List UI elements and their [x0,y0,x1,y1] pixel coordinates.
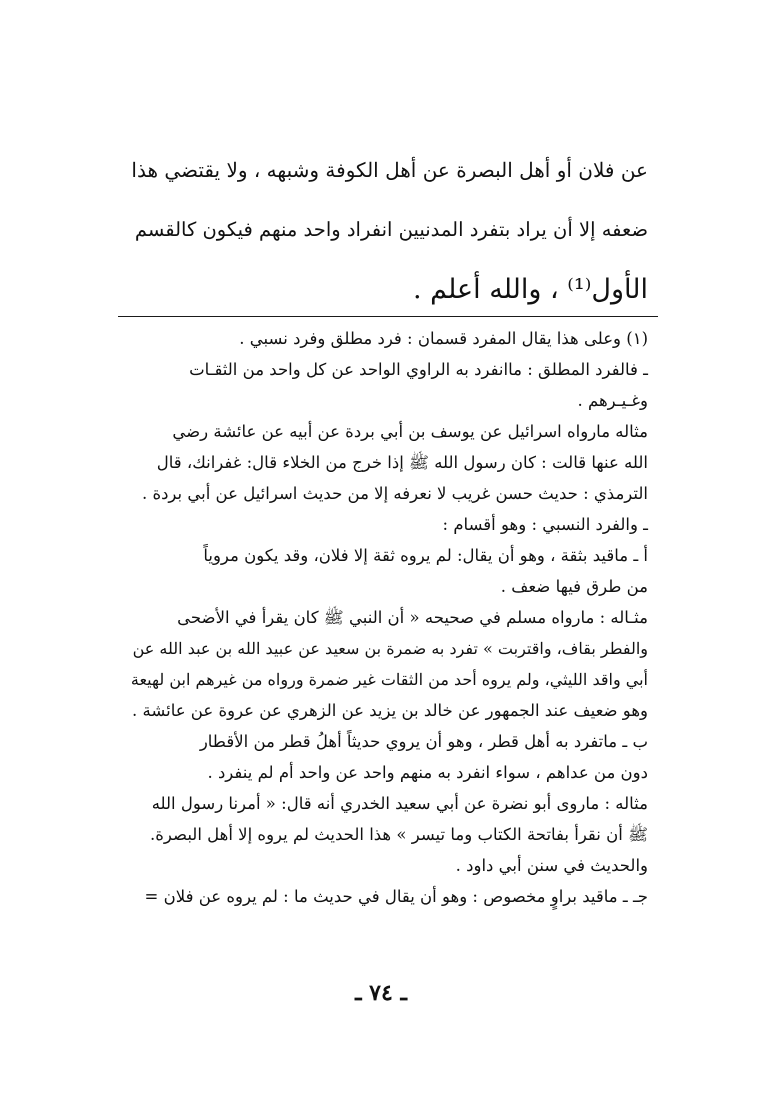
footnote-line: وغـيـرهم . [577,391,648,410]
footnote-line: (١) وعلى هذا يقال المفرد قسمان : فرد مطلق وفرد نسبي . [239,329,648,348]
footnote-line: ﷺ أن نقرأ بفاتحة الكتاب وما تيسر » هذا الحديث لم يروه إلا أهل البصرة. [150,825,648,844]
footnote-line: أبي واقد الليثي، ولم يروه أحد من الثقات غير ضمرة ورواه من غيرهم ابن لهيعة [130,670,648,689]
footnote-line: من طرق فيها ضعف . [500,577,648,596]
main-text-block [128,140,648,320]
main-text-line: ضعفه إلا أن يراد بتفرد المدنيين انفراد واحد منهم فيكون كالقسم [134,218,648,241]
main-text-line: عن فلان أو أهل البصرة عن أهل الكوفة وشبهه ، ولا يقتضي هذا [131,158,648,182]
footnote-line: والفطر بقاف، واقتربت » تفرد به ضمرة بن سعيد عن عبيد الله بن عبد الله عن [132,639,648,658]
footnote-line: أ ـ ماقيد بثقة ، وهو أن يقال: لم يروه ثقة إلا فلان، وقد يكون مروياً [203,546,648,565]
footnote-line: ـ والفرد النسبي : وهو أقسام : [442,515,648,534]
footnote-divider [118,316,658,317]
footnote-line: الترمذي : حديث حسن غريب لا نعرفه إلا من حديث اسرائيل عن أبي بردة . [141,484,648,503]
footnotes-block [128,323,648,912]
footnote-line: دون من عداهم ، سواء انفرد به منهم واحد عن واحد أم لم ينفرد . [207,763,648,782]
main-text-line: الأول⁽¹⁾ ، والله أعلم . [412,274,648,305]
footnote-line: الله عنها قالت : كان رسول الله ﷺ إذا خرج من الخلاء قال: غفرانك، قال [156,453,648,472]
footnote-line: ب ـ ماتفرد به أهل قطر ، وهو أن يروي حديثاً أهلُ قطر من الأقطار [199,732,648,751]
footnote-line: جـ ـ ماقيد براوٍ مخصوص : وهو أن يقال في حديث ما : لم يروه عن فلان = [144,887,648,906]
footnote-line: ـ فالفرد المطلق : ماانفرد به الراوي الواحد عن كل واحد من الثقـات [189,360,648,379]
footnote-line: مثـاله : مارواه مسلم في صحيحه « أن النبي ﷺ كان يقرأ في الأضحى [177,608,648,627]
page-number: ـ ٧٤ ـ [355,980,407,1006]
footnote-line: والحديث في سنن أبي داود . [455,856,648,875]
footnote-line: مثاله : ماروى أبو نضرة عن أبي سعيد الخدري أنه قال: « أمرنا رسول الله [151,794,648,813]
footnote-line: مثاله مارواه اسرائيل عن يوسف بن أبي بردة عن أبيه عن عائشة رضي [172,422,648,441]
footnote-line: وهو ضعيف عند الجمهور عن خالد بن يزيد عن الزهري عن عروة عن عائشة . [132,701,648,720]
